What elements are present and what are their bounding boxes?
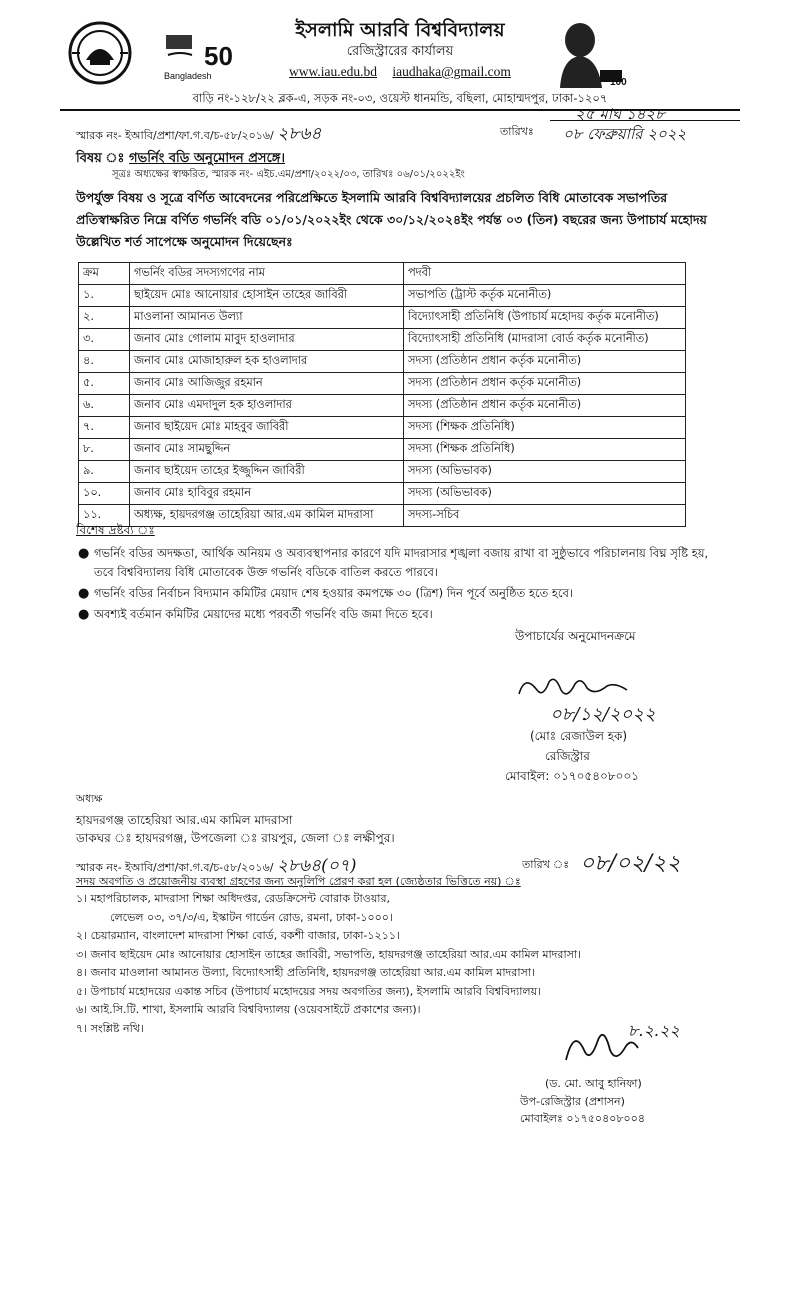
memo-ref-label: স্মারক নং- ইআবি/প্রশা/ফা.গ.ব/চ-৫৮/২০১৬/ [76, 129, 274, 142]
approval-note: উপাচার্যের অনুমোদনক্রমে [515, 629, 636, 643]
header-designation: পদবী [404, 263, 686, 285]
date-rule [550, 120, 740, 121]
note-item: ● গভর্নিং বডির নির্বাচন বিদ্যমান কমিটির মেয়াদ শেষ হওয়ার কমপক্ষে ৩০ (ত্রিশ) দিন পূর্বে অনুষ্ঠিত হতে হবে। [78, 586, 574, 601]
governing-body-table [78, 262, 686, 527]
table-row [79, 461, 686, 483]
table-row [79, 307, 686, 329]
member-name-cell: জনাব মোঃ গোলাম মাবুদ হাওলাদার [130, 329, 404, 351]
bullet-icon: ● [78, 546, 90, 561]
serial-cell: ১১. [79, 505, 130, 527]
memo-ref [76, 121, 321, 149]
signature2-date: ৮.২.২২ [628, 1021, 680, 1040]
list-item: ৬। আই.সি.টি. শাখা, ইসলামি আরবি বিশ্ববিদ্যালয় (ওয়েবসাইটে প্রকাশের জন্য)। [76, 1003, 421, 1016]
serial-cell: ৫. [79, 373, 130, 395]
member-name-cell: জনাব মোঃ আজিজুর রহমান [130, 373, 404, 395]
address-line: বাড়ি নং-১২৮/২২ ব্লক-এ, সড়ক নং-০৩, ওয়েস্ট ধানমন্ডি, বছিলা, মোহাম্মদপুর, ঢাকা-১২০৭ [192, 91, 608, 105]
recipient-address: ডাকঘর ঃ হায়দরগঞ্জ, উপজেলা ঃ রায়পুর, জেলা ঃ লক্ষীপুর। [76, 831, 395, 845]
designation-cell: সদস্য (প্রতিষ্ঠান প্রধান কর্তৃক মনোনীত) [404, 395, 686, 417]
member-name-cell: মাওলানা আমানত উল্যা [130, 307, 404, 329]
svg-text:Bangladesh: Bangladesh [164, 71, 212, 81]
signature2-name: (ড. মো. আবু হানিফা) [545, 1077, 642, 1090]
serial-cell: ৮. [79, 439, 130, 461]
member-name-cell: জনাব মোঃ হাবিবুর রহমান [130, 483, 404, 505]
list-item: ৫। উপাচার্য মহোদয়ের একান্ত সচিব (উপাচার্য মহোদয়ের সদয় অবগতির জন্য), ইসলামি আরবি বিশ্ববিদ্যালয়। [76, 984, 542, 998]
table-row [79, 373, 686, 395]
serial-cell: ৬. [79, 395, 130, 417]
signature1-name: (মোঃ রেজাউল হক) [530, 729, 628, 743]
university-name: ইসলামি আরবি বিশ্ববিদ্যালয় [295, 19, 505, 41]
member-name-cell: ছাইয়েদ মোঃ আনোয়ার হোসাইন তাহের জাবিরী [130, 285, 404, 307]
designation-cell: সদস্য (প্রতিষ্ঠান প্রধান কর্তৃক মনোনীত) [404, 351, 686, 373]
website-link[interactable]: www.iau.edu.bd [289, 64, 378, 79]
memo2-date: ০৮/০২/২২ [580, 851, 681, 876]
signature2-title: উপ-রেজিস্ট্রার (প্রশাসন) [520, 1095, 625, 1108]
serial-cell: ৩. [79, 329, 130, 351]
serial-cell: ২. [79, 307, 130, 329]
copy-list [76, 890, 736, 1038]
copy-heading: সদয় অবগতি ও প্রয়োজনীয় ব্যবস্থা গ্রহণের জন্য অনুলিপি প্রেরণ করা হল (জ্যেষ্ঠতার ভিত্তিতে নয়) ঃ [76, 875, 521, 888]
header-name: গভর্নিং বডির সদস্যগণের নাম [130, 263, 404, 285]
member-name-cell: জনাব মোঃ সামছুদ্দিন [130, 439, 404, 461]
svg-text:50: 50 [204, 41, 233, 71]
bullet-icon: ● [78, 586, 90, 601]
memo2-date-label: তারিখ ঃ [522, 858, 570, 871]
designation-cell: সদস্য (শিক্ষক প্রতিনিধি) [404, 439, 686, 461]
member-name-cell: জনাব মোঃ মোজাহারুল হক হাওলাদার [130, 351, 404, 373]
notes-heading: বিশেষ দ্রষ্টব্য ঃ [76, 523, 155, 537]
designation-cell: সভাপতি (ট্রাস্ট কর্তৃক মনোনীত) [404, 285, 686, 307]
memo-ref-number: ২৮৬৪ [277, 124, 322, 144]
table-header-row [79, 263, 686, 285]
designation-cell: বিদ্যোৎসাহী প্রতিনিধি (উপাচার্য মহোদয় কর্তৃক মনোনীত) [404, 307, 686, 329]
memo2-ref-number: ২৮৬৪(০৭) [276, 856, 357, 876]
designation-cell: সদস্য (অভিভাবক) [404, 483, 686, 505]
designation-cell: সদস্য (অভিভাবক) [404, 461, 686, 483]
table-row [79, 329, 686, 351]
serial-cell: ৪. [79, 351, 130, 373]
table-row [79, 483, 686, 505]
note-item: ● অবশ্যই বর্তমান কমিটির মেয়াদের মধ্যে পরবর্তী গভর্নিং বডি জমা দিতে হবে। [78, 607, 433, 622]
serial-cell: ১০. [79, 483, 130, 505]
recipient-institution: হায়দরগঞ্জ তাহেরিয়া আর.এম কামিল মাদরাসা [76, 813, 293, 827]
subject-text: গভর্নিং বডি অনুমোদন প্রসঙ্গে। [129, 151, 286, 166]
signature1-date: ০৮/১২/২০২২ [550, 704, 656, 725]
table-row [79, 285, 686, 307]
designation-cell: সদস্য (প্রতিষ্ঠান প্রধান কর্তৃক মনোনীত) [404, 373, 686, 395]
list-item: ২। চেয়ারম্যান, বাংলাদেশ মাদরাসা শিক্ষা বোর্ড, বকশী বাজার, ঢাকা-১২১১। [76, 929, 400, 942]
table-row [79, 417, 686, 439]
member-name-cell: অধ্যক্ষ, হায়দরগঞ্জ তাহেরিয়া আর.এম কামিল মাদরাসা [130, 505, 404, 527]
memo-date-label: তারিখঃ [500, 125, 534, 138]
list-item: ৭। সংশ্লিষ্ট নথি। [76, 1021, 144, 1035]
table-row [79, 351, 686, 373]
subject-label: বিষয় ঃ [76, 151, 125, 166]
member-name-cell: জনাব ছাইয়েদ মোঃ মাহবুব জাবিরী [130, 417, 404, 439]
bullet-icon: ● [78, 607, 90, 622]
office-name: রেজিস্ট্রারের কার্যালয় [346, 44, 454, 59]
svg-text:100: 100 [610, 77, 627, 88]
subject-source: সূত্রঃ অধ্যক্ষের স্বাক্ষরিত, স্মারক নং- এইচ.এম/প্রশা/২০২২/০৩, তারিখঃ ০৬/০১/২০২২ইং [112, 169, 465, 180]
designation-cell: বিদ্যোৎসাহী প্রতিনিধি (মাদরাসা বোর্ড কর্তৃক মনোনীত) [404, 329, 686, 351]
list-item: লেভেল ০৩, ৩৭/৩/এ, ইস্কাটন গার্ডেন রোড, রমনা, ঢাকা-১০০০। [110, 910, 393, 924]
designation-cell: সদস্য-সচিব [404, 505, 686, 527]
header-serial: ক্রম [79, 263, 130, 285]
signature1-mobile: মোবাইল: ০১৭০৫৪০৮০০১ [505, 769, 639, 783]
table-row [79, 395, 686, 417]
serial-cell: ৭. [79, 417, 130, 439]
body-paragraph: উপর্যুক্ত বিষয় ও সূত্রে বর্ণিত আবেদনের পরিপ্রেক্ষিতে ইসলামি আরবি বিশ্ববিদ্যালয়ের প্রচলিত বিধি মোতাবেক সভাপতির প্রতিস্বাক্ষরিত নিম্নে বর্ণিত গভর্নিং বডি ০১/০১/২০২২ইং থেকে ৩০/১২/২০২৪ইং পর্যন্ত ০৩ (তিন) বছরের জন্য উপাচার্য মহোদয় উল্লেখিত শর্ত সাপেক্ষে অনুমোদন দিয়েছেনঃ [76, 190, 707, 249]
table-row [79, 439, 686, 461]
table-row [79, 505, 686, 527]
signature2-mobile: মোবাইলঃ ০১৭৫০৪০৮০০৪ [520, 1112, 645, 1125]
memo2-ref-label: স্মারক নং- ইআবি/প্রশা/কা.গ.ব/চ-৫৮/২০১৬/ [76, 861, 274, 874]
signature1-title: রেজিস্ট্রার [545, 749, 590, 763]
memo-date-bangla: ২৫ মাঘ ১৪২৮ [575, 105, 665, 123]
list-item: ১। মহাপরিচালক, মাদরাসা শিক্ষা অধিদপ্তর, রেডক্রিসেন্ট বোরাক টাওয়ার, [76, 892, 391, 905]
list-item: ৪। জনাব মাওলানা আমানত উল্যা, বিদ্যোৎসাহী প্রতিনিধি, হায়দরগঞ্জ তাহেরিয়া আর.এম কামিল মাদরাসা। [76, 966, 535, 979]
member-name-cell: জনাব মোঃ এমদাদুল হক হাওলাদার [130, 395, 404, 417]
recipient-title: অধ্যক্ষ [76, 793, 103, 805]
note-item: ● গভর্নিং বডির অদক্ষতা, আর্থিক অনিয়ম ও অব্যবস্থাপনার কারণে যদি মাদরাসার শৃঙ্খলা বজায় রাখা বা সুষ্ঠুভাবে পরিচালনায় বিঘ্ন সৃষ্টি হয়, তবে বিশ্ববিদ্যালয় বিধি মোতাবেক উক্ত গভর্নিং বডিকে বাতিল করতে পারবে। [78, 546, 709, 579]
email-link[interactable]: iaudhaka@gmail.com [392, 64, 511, 79]
memo-date-english: ০৮ ফেব্রুয়ারি ২০২২ [563, 125, 687, 143]
member-name-cell: জনাব ছাইয়েদ তাহের ইজ্জুদ্দিন জাবিরী [130, 461, 404, 483]
designation-cell: সদস্য (শিক্ষক প্রতিনিধি) [404, 417, 686, 439]
serial-cell: ১. [79, 285, 130, 307]
list-item: ৩। জনাব ছাইয়েদ মোঃ আনোয়ার হোসাইন তাহের জাবিরী, সভাপতি, হায়দরগঞ্জ তাহেরিয়া আর.এম কামিল মাদরাসা। [76, 947, 582, 961]
serial-cell: ৯. [79, 461, 130, 483]
contact-line [0, 64, 800, 80]
